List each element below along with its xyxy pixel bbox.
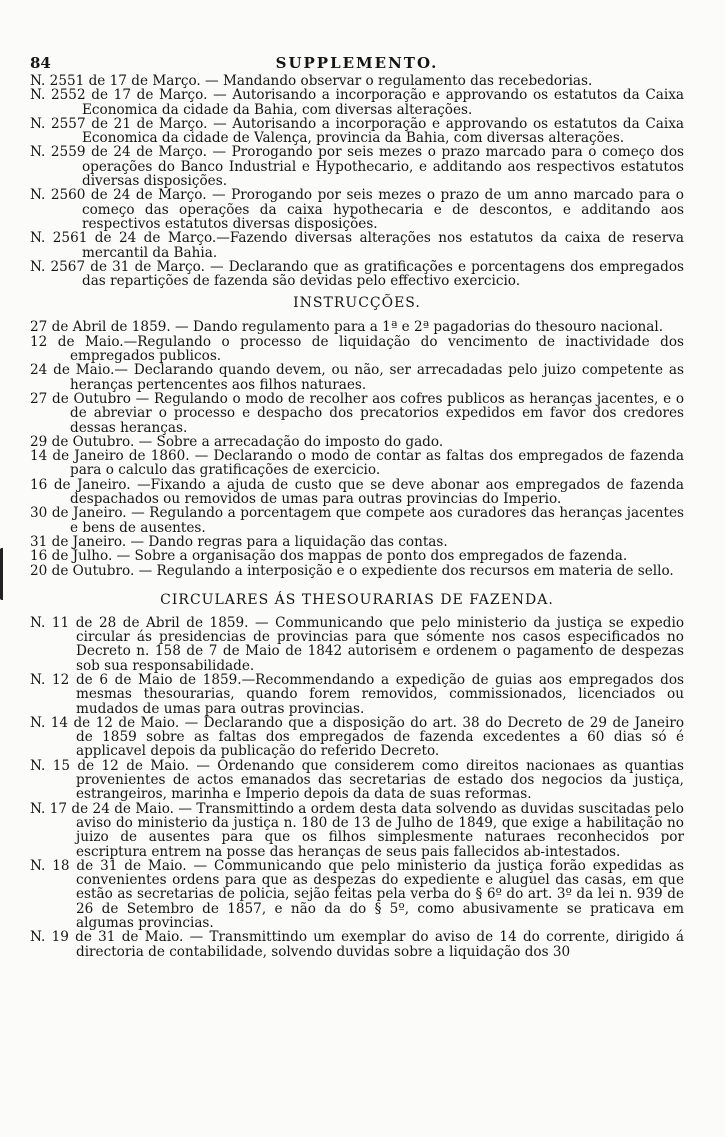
running-title: SUPPLEMENTO. xyxy=(275,54,439,72)
circular-entry: N. 17 de 24 de Maio. — Transmittindo a ordem desta data solvendo as duvidas suscitadas pelo aviso do ministerio da justiça n. 180 de 13 de Julho de 1849, que exige a habilitação no juizo de ausentes para que os filhos simplesmente naturaes reconhecidos por escriptura entrem na posse das heranças de seus pais fallecidos ab-intestados. xyxy=(30,800,684,860)
circulares-heading: CIRCULARES ÁS THESOURARIAS DE FAZENDA. xyxy=(160,591,554,608)
instrucao-entry: 16 de Julho. — Sobre a organisação dos mappas de ponto dos empregados de fazenda. xyxy=(30,548,628,565)
instrucoes-list xyxy=(30,320,684,577)
decree-entry: N. 2567 de 31 de Março. — Declarando que as gratificações e porcentagens dos empregados das repartições de fazenda são devidas pelo effectivo exercicio. xyxy=(30,258,684,290)
decrees-list xyxy=(30,74,684,288)
instrucoes-heading: INSTRUCÇÕES. xyxy=(293,295,421,312)
decree-entry: N. 2559 de 24 de Março. — Prorogando por seis mezes o prazo marcado para o começo dos operações do Banco Industrial e Hypothecario, e additando aos respectivos estatutos diversas disposições. xyxy=(30,144,684,190)
instrucao-entry: 27 de Abril de 1859. — Dando regulamento para a 1ª e 2ª pagadorias do thesouro nacional. xyxy=(30,319,664,336)
decree-entry: N. 2561 de 24 de Março.—Fazendo diversas alterações nos estatutos da caixa de reserva mercantil da Bahia. xyxy=(30,230,684,261)
page xyxy=(30,54,684,959)
instrucao-entry: 12 de Maio.—Regulando o processo de liquidação do vencimento de inactividade dos empregados publicos. xyxy=(30,333,684,365)
circular-entry: N. 12 de 6 de Maio de 1859.—Recommendando a expedição de guias aos empregados dos mesmas thesourarias, quando forem removidos, commissionados, licenciados ou mudados de umas para outras provincias. xyxy=(30,671,684,717)
circular-entry: N. 11 de 28 de Abril de 1859. — Communicando que pelo ministerio da justiça se expedio circular ás presidencias de provincias para que sómente nos casos especificados no Decreto n. 158 de 7 de Maio de 1842 autorisem e ordenem o pagamento de despezas sob sua responsabilidade. xyxy=(30,614,684,674)
circular-entry: N. 18 de 31 de Maio. — Communicando que pelo ministerio da justiça forão expedidas as convenientes ordens para que as despezas do expediente e aluguel das casas, em que estão as secretarias de policia, sejão feitas pela verba do § 6º do art. 3º da lei n. 939 de 26 de Setembro de 1857, e não da do § 5º, como abusivamente se praticava em algumas provincias. xyxy=(30,857,684,932)
running-header xyxy=(30,54,684,74)
decree-entry: N. 2560 de 24 de Março. — Prorogando por seis mezes o prazo de um anno marcado para o começo das operações da caixa hypothecaria e de descontos, e additando aos respectivos estatutos diversas disposições. xyxy=(30,187,684,232)
page-number: 84 xyxy=(30,54,51,72)
decree-entry: N. 2552 de 17 de Março. — Autorisando a incorporação e approvando os estatutos da Caixa Economica da cidade da Bahia, com diversas alterações. xyxy=(30,87,684,118)
instrucao-entry: 16 de Janeiro. —Fixando a ajuda de custo que se deve abonar aos empregados de fazenda despachados ou removidos de umas para outras provincias do Imperio. xyxy=(30,476,684,508)
instrucao-entry: 30 de Janeiro. — Regulando a porcentagem que compete aos curadores das heranças jacentes e bens de ausentes. xyxy=(30,505,684,536)
instrucao-entry: 31 de Janeiro. — Dando regras para a liquidação das contas. xyxy=(30,533,448,550)
instrucao-entry: 20 de Outubro. — Regulando a interposição e o expediente dos recursos em materia de sello. xyxy=(30,562,674,579)
margin-bracket-mark xyxy=(0,548,10,600)
circular-entry: N. 14 de 12 de Maio. — Declarando que a disposição do art. 38 do Decreto de 29 de Janeiro de 1859 sobre as faltas dos empregados de fazenda excedentes a 60 dias só é applicavel depois da publicação do referido Decreto. xyxy=(30,714,684,760)
instrucao-entry: 29 de Outubro. — Sobre a arrecadação do imposto do gado. xyxy=(30,433,444,450)
instrucao-entry: 14 de Janeiro de 1860. — Declarando o modo de contar as faltas dos empregados de fazenda para o calculo das gratificações de exercicio. xyxy=(30,448,684,479)
circular-entry: N. 15 de 12 de Maio. — Ordenando que considerem como direitos nacionaes as quantias provenientes de actos emanados das secretarias de estado dos negocios da justiça, estrangeiros, marinha e Imperio depois da data de suas reformas. xyxy=(30,757,684,803)
circular-entry: N. 19 de 31 de Maio. — Transmittindo um exemplar do aviso de 14 do corrente, dirigido á directoria de contabilidade, solvendo duvidas sobre a liquidação dos 30 xyxy=(30,929,684,960)
circulares-list xyxy=(30,616,684,959)
instrucao-entry: 24 de Maio.— Declarando quando devem, ou não, ser arrecadadas pelo juizo competente as heranças pertencentes aos filhos naturaes. xyxy=(30,362,684,393)
instrucao-entry: 27 de Outubro — Regulando o modo de recolher aos cofres publicos as heranças jacentes, e o de abreviar o processo e despacho dos precatorios expedidos em favor dos credores dessas heranças. xyxy=(30,390,684,436)
decree-entry: N. 2551 de 17 de Março. — Mandando observar o regulamento das recebedorias. xyxy=(30,73,593,89)
decree-entry: N. 2557 de 21 de Março. — Autorisando a incorporação e approvando os estatutos da Caixa Economica da cidade de Valença, provincia da Bahia, com diversas alterações. xyxy=(30,115,684,147)
